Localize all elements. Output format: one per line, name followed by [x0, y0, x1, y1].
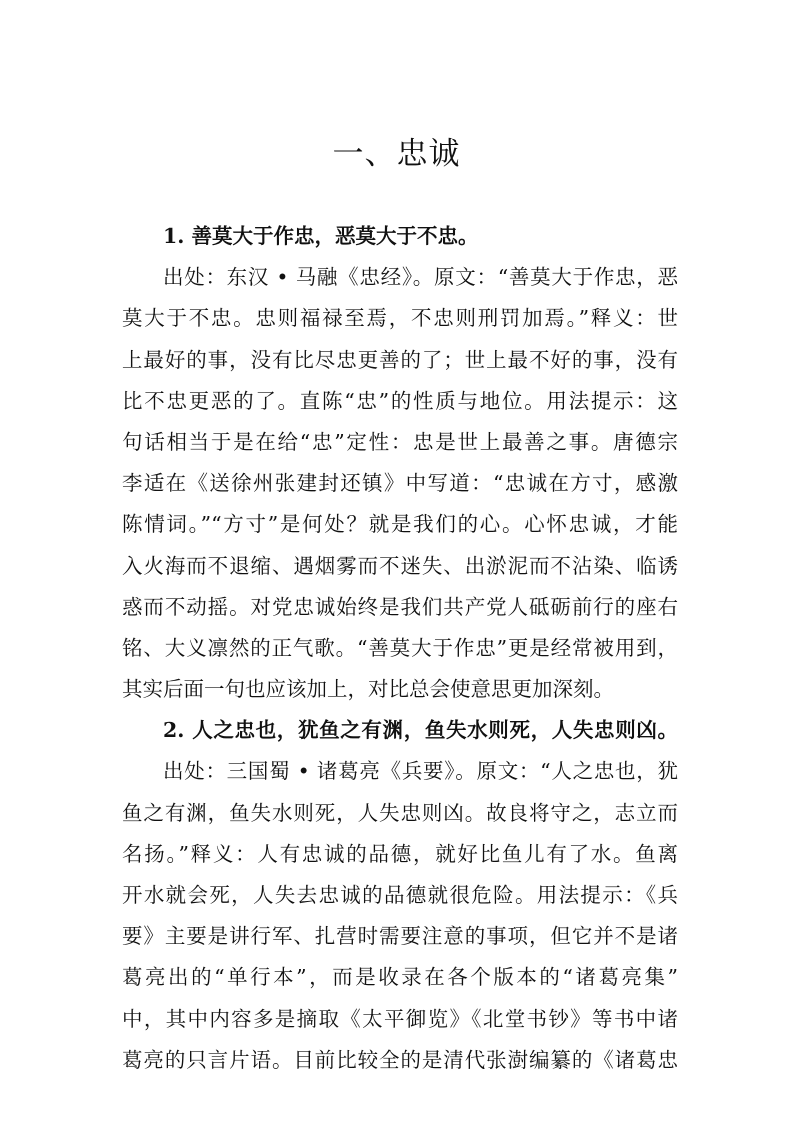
paragraph-line: 名扬。”释义：人有忠诚的品德，就好比鱼儿有了水。鱼离 — [122, 841, 678, 866]
section-heading: 2. 人之忠也，犹鱼之有渊，鱼失水则死，人失忠则凶。 — [163, 718, 678, 743]
paragraph-line: 惑而不动摇。对党忠诚始终是我们共产党人砥砺前行的座右 — [122, 594, 678, 619]
paragraph-line: 铭、大义凛然的正气歌。“善莫大于作忠”更是经常被用到， — [122, 635, 678, 660]
paragraph-line: 开水就会死，人失去忠诚的品德就很危险。用法提示：《兵 — [122, 883, 678, 907]
paragraph-line: 要》主要是讲行军、扎营时需要注意的事项，但它并不是诸 — [122, 924, 678, 949]
paragraph-line: 上最好的事，没有比尽忠更善的了；世上最不好的事，没有 — [122, 347, 678, 372]
paragraph-line: 入火海而不退缩、遇烟雾而不迷失、出淤泥而不沾染、临诱 — [122, 553, 678, 578]
paragraph-line: 陈情词。”“方寸”是何处？就是我们的心。心怀忠诚，才能 — [122, 512, 678, 537]
text-body — [122, 216, 678, 1081]
paragraph-line: 中，其中内容多是摘取《太平御览》《北堂书钞》等书中诸 — [122, 1006, 678, 1031]
paragraph-line: 莫大于不忠。忠则福禄至焉，不忠则刑罚加焉。”释义：世 — [122, 306, 678, 331]
paragraph-line: 出处：东汉 • 马融《忠经》。原文：“善莫大于作忠，恶 — [163, 265, 678, 290]
paragraph-line: 句话相当于是在给“忠”定性：忠是世上最善之事。唐德宗 — [122, 429, 678, 454]
chapter-title: 一、忠诚 — [332, 136, 461, 172]
paragraph-line: 其实后面一句也应该加上，对比总会使意思更加深刻。 — [122, 677, 614, 702]
paragraph-line: 鱼之有渊，鱼失水则死，人失忠则凶。故良将守之，志立而 — [122, 800, 678, 825]
section-heading: 1. 善莫大于作忠，恶莫大于不忠。 — [163, 224, 479, 248]
paragraph-line: 比不忠更恶的了。直陈“忠”的性质与地位。用法提示：这 — [122, 388, 678, 413]
paragraph-line: 李适在《送徐州张建封还镇》中写道：“忠诚在方寸，感激 — [122, 471, 678, 496]
paragraph-line: 葛亮出的“单行本”，而是收录在各个版本的“诸葛亮集” — [122, 965, 678, 990]
paragraph-line: 出处：三国蜀 • 诸葛亮《兵要》。原文：“人之忠也，犹 — [163, 759, 678, 784]
paragraph-line: 葛亮的只言片语。目前比较全的是清代张澍编纂的《诸葛忠 — [122, 1047, 678, 1072]
